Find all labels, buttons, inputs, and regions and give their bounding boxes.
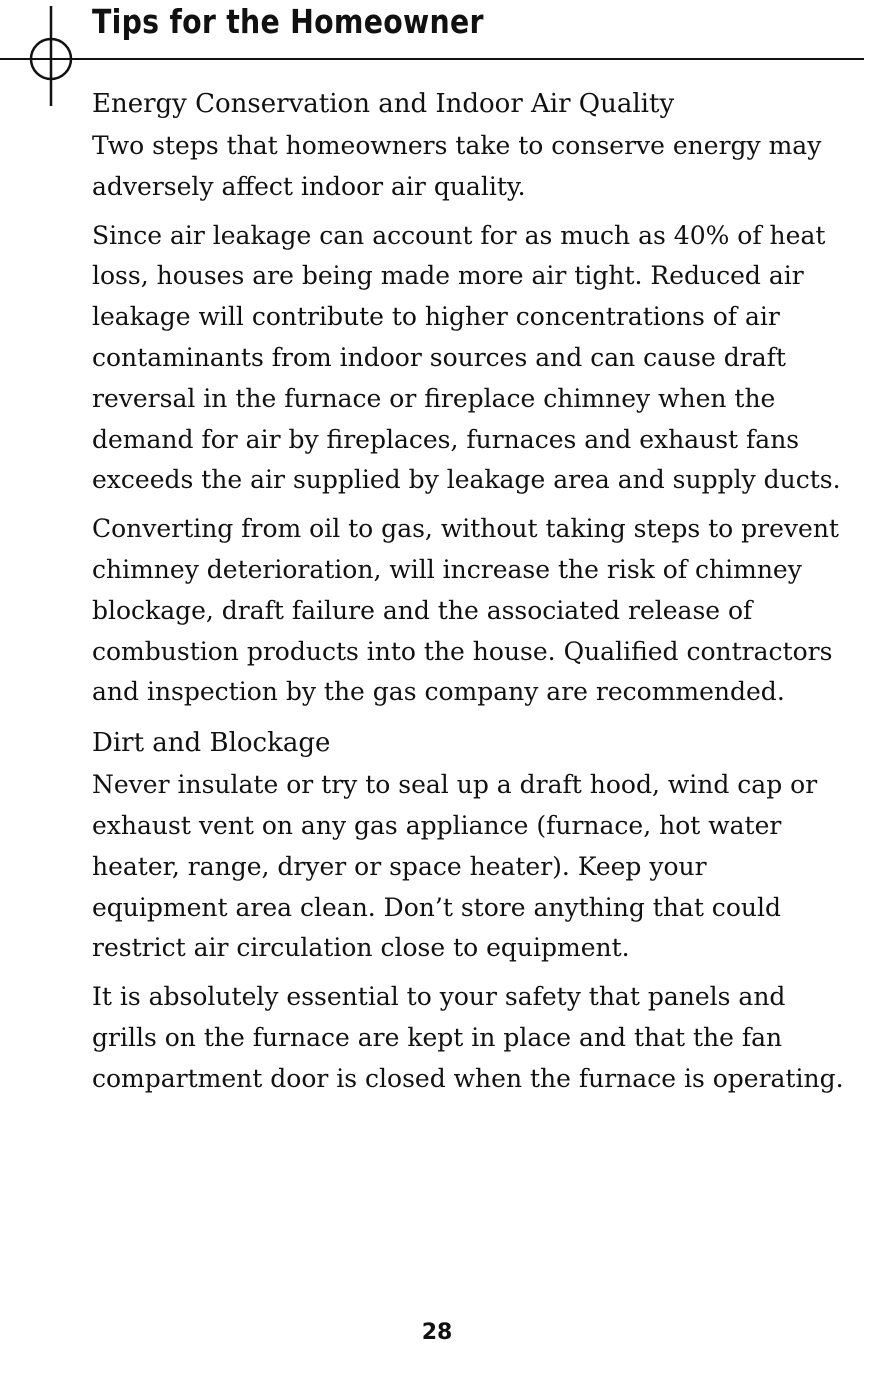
paragraph: It is absolutely essential to your safety that panels and grills on the furnace are kept in place and that the fan compartment door is closed when the furnace is operating. [92,982,844,1093]
page-content [92,82,844,1108]
page-title: Tips for the Homeowner [92,2,484,41]
registration-mark-icon [20,6,82,106]
section-heading-dirt-and-blockage: Dirt and Blockage [92,728,331,759]
page-number: 28 [421,1320,453,1345]
paragraph: Never insulate or try to seal up a draft hood, wind cap or exhaust vent on any gas appliance (furnace, hot water heater, range, dryer or space heater). Keep your equipment area clean. Don’t store anything that could restrict air circulation close to equipment. [92,770,818,963]
paragraph: Converting from oil to gas, without taking steps to prevent chimney deterioration, will increase the risk of chimney blockage, draft failure and the associated release of combustion products into the house. Qualified contractors and inspection by the gas company are recommended. [92,514,839,707]
header-rule [0,58,864,60]
section-heading-energy-conservation: Energy Conservation and Indoor Air Quality [92,89,675,119]
paragraph: Two steps that homeowners take to conserve energy may adversely affect indoor air quality. [92,131,822,201]
paragraph: Since air leakage can account for as much as 40% of heat loss, houses are being made more air tight. Reduced air leakage will contribute to higher concentrations of air contaminants from indoor sources and can cause draft reversal in the furnace or fireplace chimney when the demand for air by fireplaces, furnaces and exhaust fans exceeds the air supplied by leakage area and supply ducts. [92,220,841,495]
